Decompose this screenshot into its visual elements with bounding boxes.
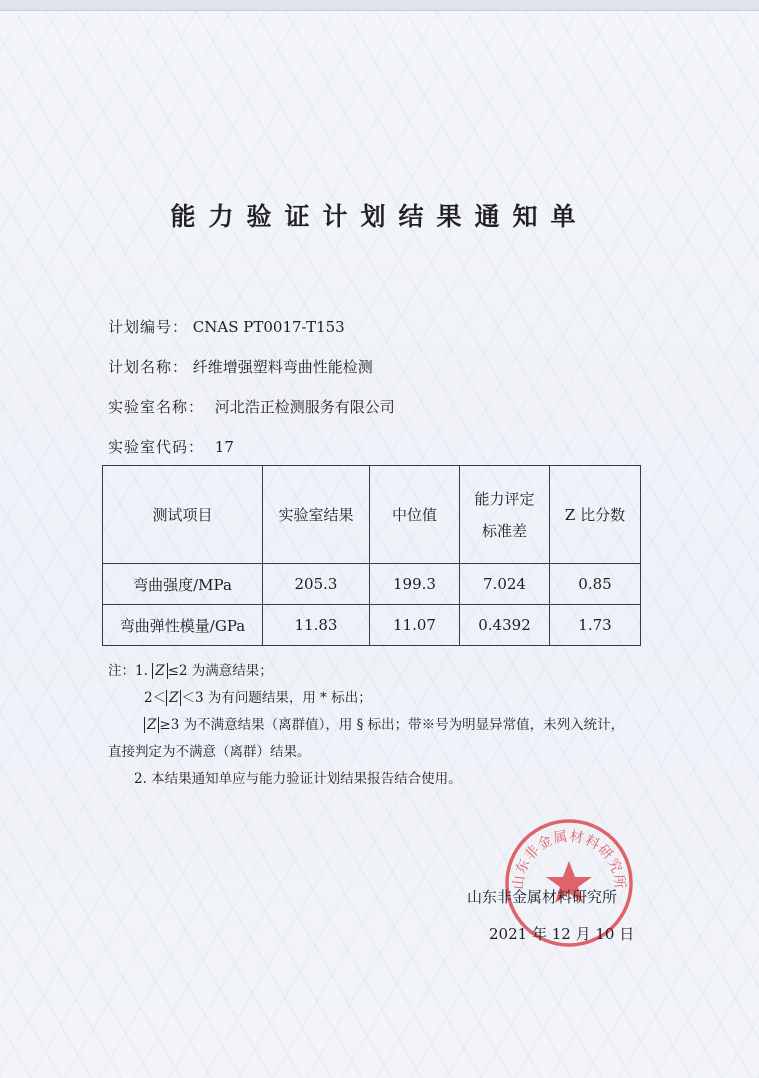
cell-z: 0.85 (550, 564, 641, 605)
notes-section (108, 658, 668, 793)
plan-name-value: 纤维增强塑料弯曲性能检测 (192, 358, 373, 376)
header-sd-line1: 能力评定 (474, 489, 535, 508)
note-line-4: 直接判定为不满意（离群）结果。 (108, 744, 311, 760)
document-title: 能力验证计划结果通知单 (170, 202, 589, 231)
lab-name-value: 河北浩正检测服务有限公司 (214, 398, 395, 416)
note-line-2 (108, 685, 668, 712)
note-line-1 (108, 658, 668, 685)
abs-z-symbol: Z (144, 717, 159, 733)
header-z-score: Z 比分数 (550, 466, 641, 564)
cell-median: 11.07 (370, 605, 460, 646)
plan-number-label: 计划编号： (108, 318, 189, 336)
plan-number-value: CNAS PT0017-T153 (192, 318, 345, 336)
field-plan-name (108, 356, 373, 377)
cell-z: 1.73 (550, 605, 641, 646)
note-line-3 (108, 712, 668, 739)
header-standard-deviation (460, 466, 550, 564)
note-line-5: 2. 本结果通知单应与能力验证计划结果报告结合使用。 (134, 771, 462, 787)
lab-code-label: 实验室代码： (108, 438, 205, 456)
cell-item: 弯曲弹性模量/GPa (103, 605, 263, 646)
note-line2-text: ＜3 为有问题结果，用 * 标出； (181, 690, 372, 706)
note-line3-text: ≥3 为不满意结果（离群值），用 § 标出；带※号为明显异常值，未列入统计， (159, 717, 625, 733)
field-plan-number (108, 316, 345, 337)
results-table (102, 465, 641, 646)
header-test-item: 测试项目 (103, 466, 263, 564)
lab-name-label: 实验室名称： (108, 398, 205, 416)
cell-sd: 0.4392 (460, 605, 550, 646)
header-median: 中位值 (370, 466, 460, 564)
table-row (103, 564, 641, 605)
note-line2-pre: 2＜ (144, 690, 167, 706)
plan-name-label: 计划名称： (108, 358, 189, 376)
cell-lab-result: 205.3 (263, 564, 370, 605)
cell-sd: 7.024 (460, 564, 550, 605)
abs-z-symbol: Z (166, 690, 181, 706)
cell-item: 弯曲强度/MPa (103, 564, 263, 605)
note-prefix: 注：1. (108, 663, 148, 679)
field-lab-code (108, 436, 234, 457)
field-lab-name (108, 396, 395, 417)
issue-date: 2021 年 12 月 10 日 (489, 925, 635, 943)
lab-code-value: 17 (214, 438, 234, 456)
seal-text: 山东非金属材料研究所 (510, 828, 628, 891)
table-row (103, 605, 641, 646)
cell-median: 199.3 (370, 564, 460, 605)
header-lab-result: 实验室结果 (263, 466, 370, 564)
table-header-row (103, 466, 641, 564)
document-page (0, 10, 759, 1078)
note-line1-text: ≤2 为满意结果； (167, 663, 273, 679)
header-sd-line2: 标准差 (481, 521, 527, 540)
issuer-name: 山东非金属材料研究所 (467, 888, 618, 906)
abs-z-symbol: Z (152, 663, 167, 679)
cell-lab-result: 11.83 (263, 605, 370, 646)
